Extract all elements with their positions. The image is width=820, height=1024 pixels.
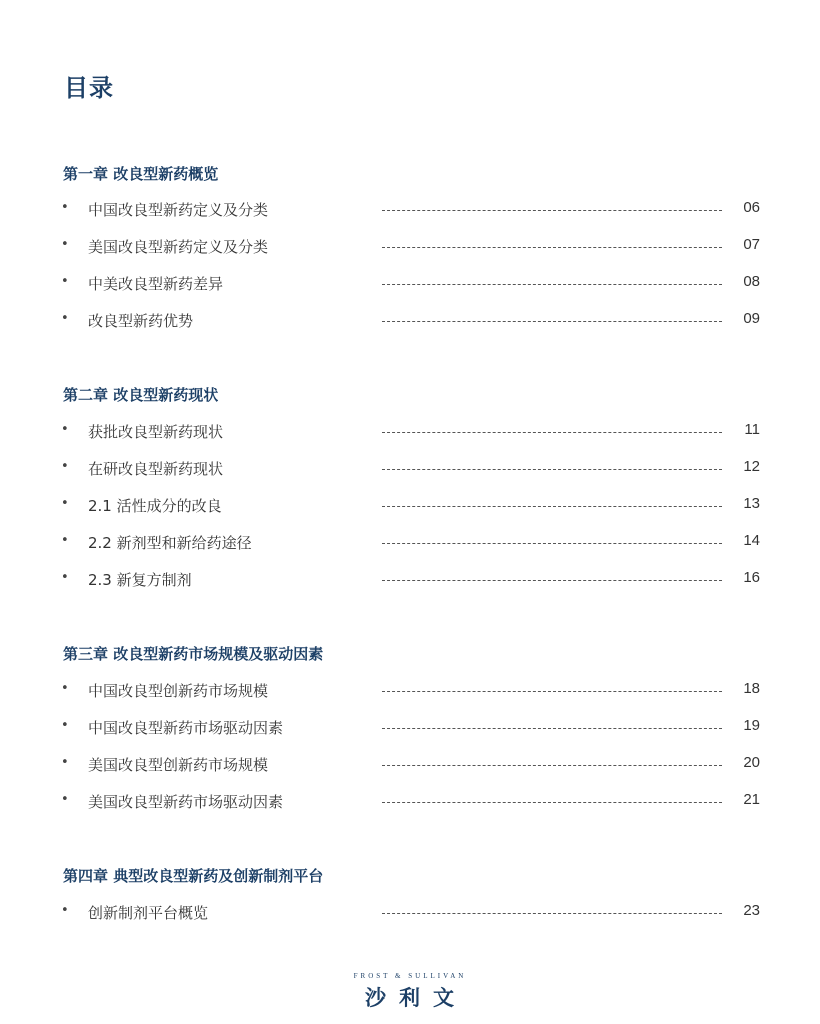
dot-leader [382,728,722,729]
dot-leader [382,321,722,322]
dot-leader [382,284,722,285]
entry-page-number: 20 [743,754,760,771]
dot-leader [382,432,722,433]
entry-page-number: 19 [743,717,760,734]
toc-title: 目录 [64,74,114,102]
entry-label: 2.1 活性成分的改良 [88,497,222,515]
entry-label: 中国改良型创新药市场规模 [88,682,269,700]
dot-leader [382,765,722,766]
entry-page-number: 23 [743,902,760,919]
bullet-icon: • [61,496,69,511]
footer-logo [0,970,820,1010]
bullet-icon: • [61,422,69,437]
toc-entry[interactable] [0,495,820,517]
bullet-icon: • [61,718,69,733]
bullet-icon: • [61,311,69,326]
dot-leader [382,691,722,692]
dot-leader [382,802,722,803]
toc-entry[interactable] [0,569,820,591]
entry-label: 2.2 新剂型和新给药途径 [88,534,252,552]
entry-page-number: 06 [743,199,760,216]
toc-entry[interactable] [0,199,820,221]
entry-label: 美国改良型新药定义及分类 [88,238,269,256]
toc-entry[interactable] [0,273,820,295]
bullet-icon: • [61,274,69,289]
entry-label: 美国改良型创新药市场规模 [88,756,269,774]
entry-label: 中国改良型新药市场驱动因素 [88,719,284,737]
entry-page-number: 12 [743,458,760,475]
toc-entry[interactable] [0,754,820,776]
bullet-icon: • [61,237,69,252]
entry-label: 2.3 新复方制剂 [88,571,192,589]
bullet-icon: • [61,903,69,918]
dot-leader [382,913,722,914]
dot-leader [382,580,722,581]
bullet-icon: • [61,459,69,474]
entry-page-number: 09 [743,310,760,327]
entry-label: 在研改良型新药现状 [88,460,224,478]
entry-label: 中美改良型新药差异 [88,275,224,293]
entry-page-number: 16 [743,569,760,586]
toc-entry[interactable] [0,902,820,924]
chapter-title: 第一章 改良型新药概览 [63,165,219,183]
toc-entry[interactable] [0,310,820,332]
chapter-title: 第二章 改良型新药现状 [63,386,219,404]
toc-entry[interactable] [0,717,820,739]
bullet-icon: • [61,792,69,807]
bullet-icon: • [61,200,69,215]
brand-cn: 沙利文 [365,986,467,1010]
entry-page-number: 18 [743,680,760,697]
chapter-title: 第三章 改良型新药市场规模及驱动因素 [63,645,324,663]
entry-page-number: 08 [743,273,760,290]
toc-entry[interactable] [0,421,820,443]
toc-entry[interactable] [0,458,820,480]
bullet-icon: • [61,755,69,770]
entry-page-number: 07 [743,236,760,253]
bullet-icon: • [61,570,69,585]
entry-page-number: 21 [743,791,760,808]
entry-label: 改良型新药优势 [88,312,194,330]
dot-leader [382,543,722,544]
entry-label: 创新制剂平台概览 [88,904,209,922]
dot-leader [382,506,722,507]
bullet-icon: • [61,533,69,548]
toc-entry[interactable] [0,791,820,813]
dot-leader [382,469,722,470]
toc-entry[interactable] [0,680,820,702]
toc-entry[interactable] [0,532,820,554]
entry-label: 美国改良型新药市场驱动因素 [88,793,284,811]
brand-en: FROST & SULLIVAN [353,972,467,980]
dot-leader [382,247,722,248]
entry-label: 获批改良型新药现状 [88,423,224,441]
dot-leader [382,210,722,211]
chapter-title: 第四章 典型改良型新药及创新制剂平台 [63,867,324,885]
entry-page-number: 14 [743,532,760,549]
entry-label: 中国改良型新药定义及分类 [88,201,269,219]
entry-page-number: 13 [743,495,760,512]
entry-page-number: 11 [744,421,760,438]
toc-entry[interactable] [0,236,820,258]
bullet-icon: • [61,681,69,696]
